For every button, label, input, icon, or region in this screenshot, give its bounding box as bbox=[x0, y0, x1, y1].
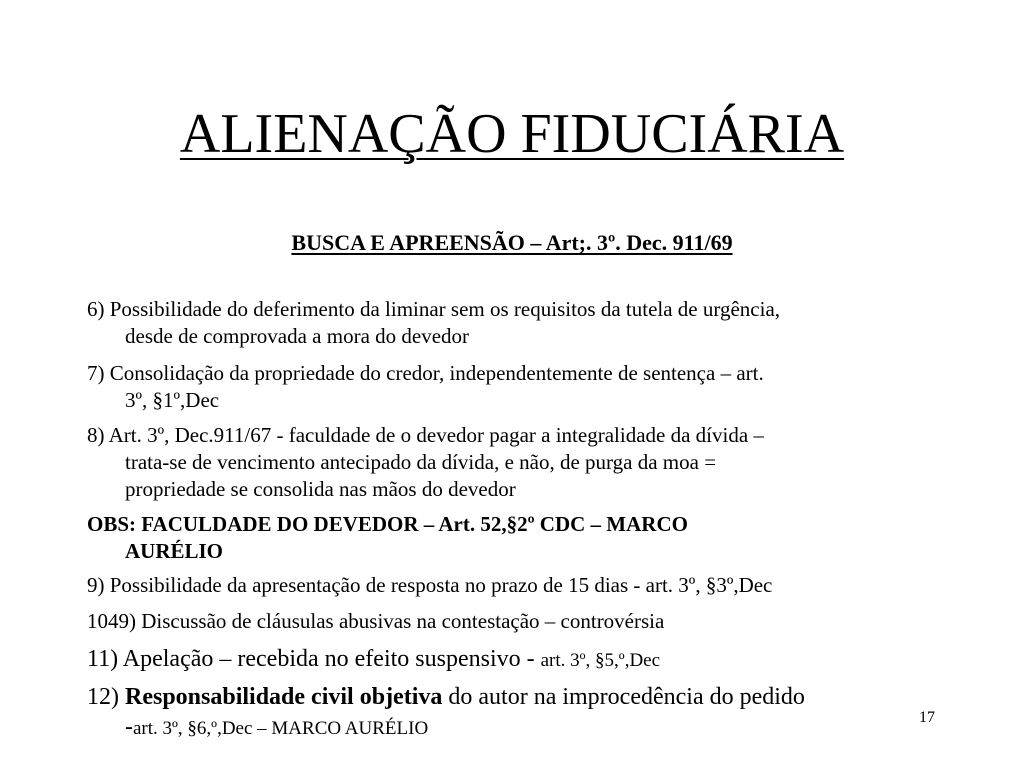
list-item-emphasis: Responsabilidade civil objetiva bbox=[125, 684, 443, 710]
page-number: 17 bbox=[919, 709, 935, 726]
slide-title: ALIENAÇÃO FIDUCIÁRIA bbox=[179, 103, 845, 165]
list-item-11 bbox=[87, 644, 947, 676]
list-item-text: 1049) Discussão de cláusulas abusivas na contestação – controvérsia bbox=[87, 609, 665, 633]
slide-subtitle: BUSCA E APREENSÃO – Art;. 3º. Dec. 911/69 bbox=[291, 230, 733, 255]
list-item-continuation: trata-se de vencimento antecipado da dívida, e não, de purga da moa = bbox=[125, 450, 717, 474]
list-item-6 bbox=[87, 296, 947, 350]
list-item-continuation: desde de comprovada a mora do devedor bbox=[125, 324, 470, 348]
list-item-text: 9) Possibilidade da apresentação de resposta no prazo de 15 dias - art. 3º, §3º,Dec bbox=[87, 573, 773, 597]
list-item-continuation: propriedade se consolida nas mãos do devedor bbox=[125, 477, 516, 501]
list-item-9 bbox=[87, 572, 947, 599]
list-item-text: 8) Art. 3º, Dec.911/67 - faculdade de o devedor pagar a integralidade da dívida – bbox=[87, 423, 764, 447]
list-item-continuation bbox=[87, 712, 947, 744]
list-item-1049 bbox=[87, 608, 947, 635]
list-item-text: OBS: FACULDADE DO DEVEDOR – Art. 52,§2º CDC – MARCO bbox=[87, 512, 688, 536]
list-item-dash: - bbox=[125, 714, 133, 740]
list-item-prefix: 12) bbox=[87, 684, 125, 710]
list-item-text: do autor na improcedência do pedido bbox=[442, 684, 805, 710]
list-item-reference: art. 3º, §6,º,Dec – MARCO AURÉLIO bbox=[133, 718, 429, 739]
list-item-text: 7) Consolidação da propriedade do credor, independentemente de sentença – art. bbox=[87, 361, 764, 385]
list-item-12 bbox=[87, 682, 947, 744]
list-item-obs bbox=[87, 511, 947, 565]
list-item-8 bbox=[87, 422, 947, 503]
list-item-text: 11) Apelação – recebida no efeito suspensivo - bbox=[87, 646, 541, 672]
list-item-continuation: AURÉLIO bbox=[125, 539, 224, 563]
list-item-text: 6) Possibilidade do deferimento da liminar sem os requisitos da tutela de urgência, bbox=[87, 297, 781, 321]
list-item-reference: art. 3º, §5,º,Dec bbox=[540, 650, 661, 671]
list-item-7 bbox=[87, 360, 947, 414]
list-item-continuation: 3º, §1º,Dec bbox=[125, 388, 220, 412]
